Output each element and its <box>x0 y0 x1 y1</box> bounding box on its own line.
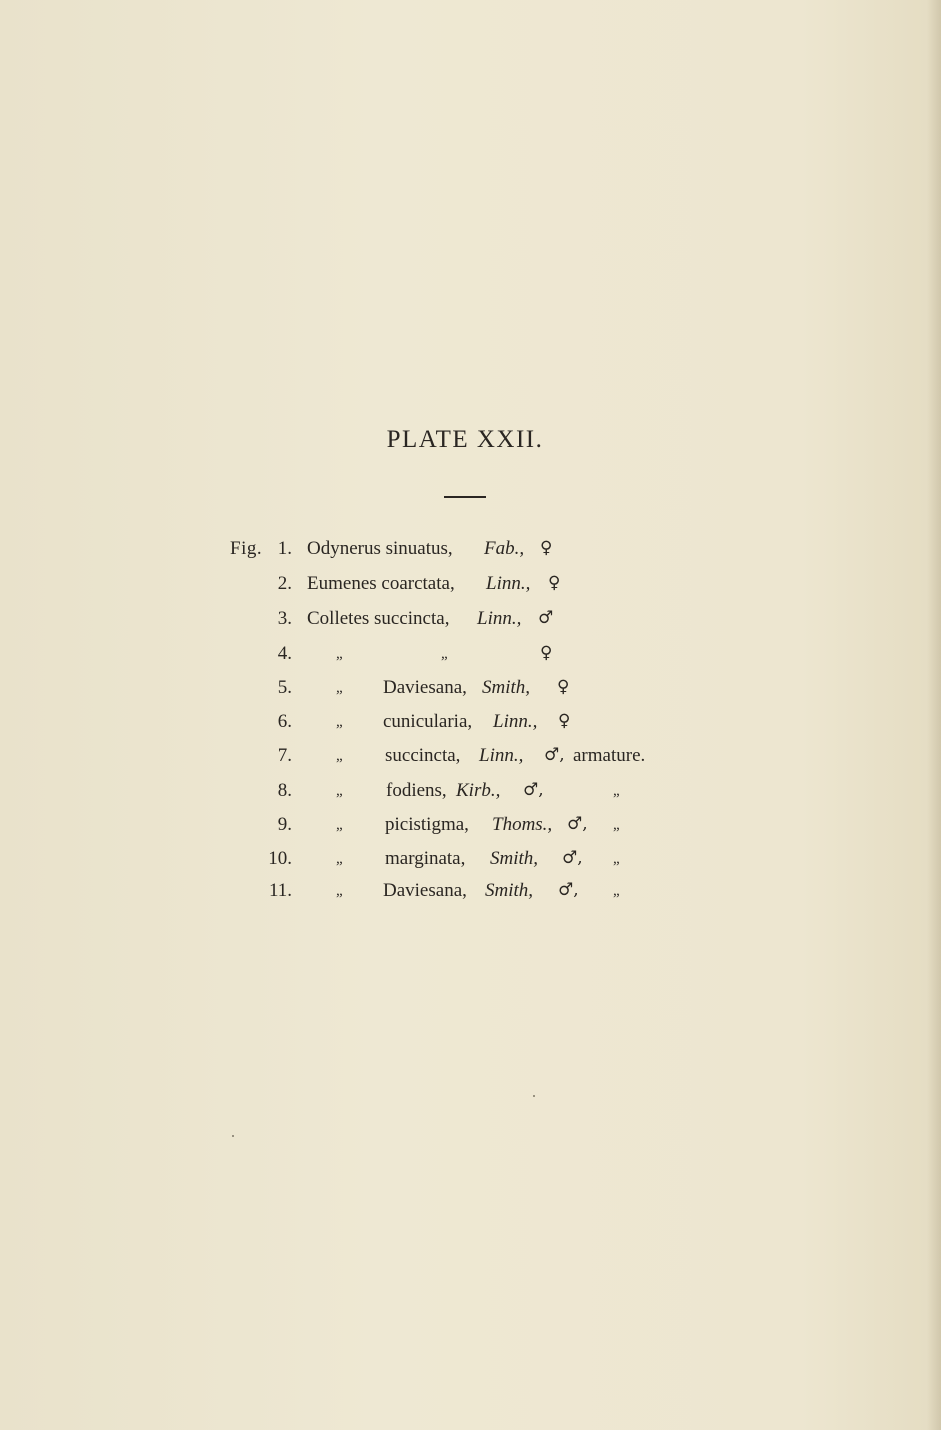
ditto-mark: „ <box>336 714 343 730</box>
genus-name: Eumenes coarctata, <box>307 573 455 594</box>
author-name: Kirb., <box>456 780 501 801</box>
species-name: fodiens, <box>386 780 447 801</box>
sex-symbol: ♂, <box>562 848 583 868</box>
sex-symbol: ♂, <box>558 880 579 900</box>
fig-number: 5. <box>277 677 292 698</box>
fig-number: 9. <box>277 814 292 835</box>
species-name: Daviesana, <box>383 677 467 698</box>
plate-title: PLATE XXII. <box>386 426 544 453</box>
ditto-mark: „ <box>336 817 343 833</box>
ditto-mark: „ <box>336 783 343 799</box>
armature-note: armature. <box>573 745 646 766</box>
author-name: Smith, <box>485 880 534 901</box>
fig-number: 6. <box>277 711 292 732</box>
ditto-mark: „ <box>441 646 448 662</box>
fig-number: 11. <box>268 880 292 901</box>
paper-speck <box>232 1135 234 1137</box>
author-name: Linn., <box>486 573 531 594</box>
species-name: picistigma, <box>385 814 469 835</box>
fig-number: 4. <box>277 643 292 664</box>
title-rule <box>444 496 486 498</box>
sex-symbol: ♂, <box>544 745 565 765</box>
author-name: Thoms., <box>492 814 553 835</box>
ditto-mark: „ <box>336 748 343 764</box>
genus-name: Odynerus sinuatus, <box>307 538 453 559</box>
fig-number: 2. <box>277 573 292 594</box>
fig-number: 10. <box>268 848 292 869</box>
species-name: marginata, <box>385 848 466 869</box>
species-name: Daviesana, <box>383 880 467 901</box>
fig-number: 7. <box>277 745 292 766</box>
fig-number: 3. <box>277 608 292 629</box>
ditto-mark: „ <box>336 851 343 867</box>
ditto-mark: „ <box>613 817 620 833</box>
author-name: Smith, <box>482 677 531 698</box>
sex-symbol: ♂, <box>523 780 544 800</box>
fig-text: Fig. <box>230 538 263 559</box>
ditto-mark: „ <box>336 883 343 899</box>
ditto-mark: „ <box>613 883 620 899</box>
ditto-mark: „ <box>613 783 620 799</box>
author-name: Linn., <box>493 711 538 732</box>
paper-speck <box>533 1095 535 1097</box>
author-name: Smith, <box>490 848 539 869</box>
ditto-mark: „ <box>613 851 620 867</box>
ditto-mark: „ <box>336 680 343 696</box>
sex-symbol: ♂, <box>567 814 588 834</box>
sex-symbol: ♀ <box>540 643 553 663</box>
author-name: Fab., <box>484 538 525 559</box>
sex-symbol: ♀ <box>540 538 553 558</box>
species-name: succincta, <box>385 745 461 766</box>
sex-symbol: ♀ <box>548 573 561 593</box>
sex-symbol: ♀ <box>557 677 570 697</box>
author-name: Linn., <box>479 745 524 766</box>
author-name: Linn., <box>477 608 522 629</box>
genus-name: Colletes succincta, <box>307 608 450 629</box>
species-name: cunicularia, <box>383 711 473 732</box>
fig-number: 8. <box>277 780 292 801</box>
page-edge-shadow <box>927 0 941 1430</box>
ditto-mark: „ <box>336 646 343 662</box>
sex-symbol: ♀ <box>558 711 571 731</box>
fig-number: 1. <box>277 538 292 559</box>
sex-symbol: ♂ <box>538 608 554 628</box>
